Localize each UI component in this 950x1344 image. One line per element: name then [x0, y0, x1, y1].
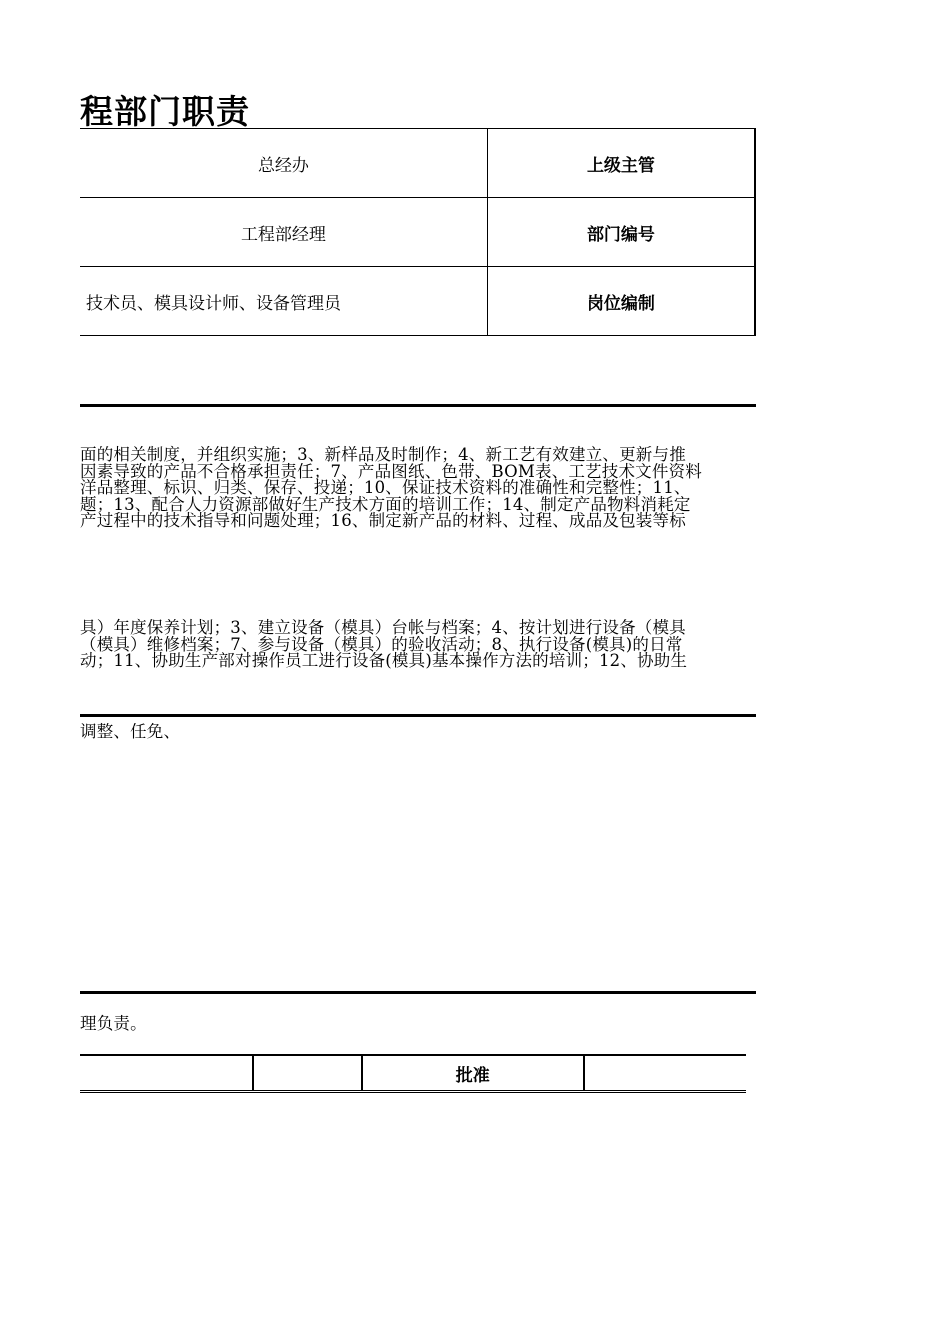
text-line: 产过程中的技术指导和问题处理；16、制定新产品的材料、过程、成品及包装等标: [80, 511, 686, 530]
section-divider: [80, 404, 756, 407]
sign-cell: [80, 1055, 253, 1092]
text-line: （模具）维修档案；7、参与设备（模具）的验收活动；8、执行设备(模具)的日常: [80, 634, 683, 654]
superior-label: 上级主管: [487, 129, 755, 198]
dept-head-value: 工程部经理: [80, 198, 487, 267]
superior-value: 总经办: [80, 129, 487, 198]
dept-number-label: 部门编号: [487, 198, 755, 267]
section-divider: [80, 714, 756, 717]
sign-cell: [253, 1055, 362, 1092]
signature-table: [80, 1054, 746, 1093]
text-line: 题；13、配合人力资源部做好生产技术方面的培训工作；14、制定产品物料消耗定: [80, 494, 691, 514]
info-table: [80, 128, 756, 336]
document-viewport: [80, 0, 756, 1344]
table-row: [80, 1055, 746, 1092]
text-line: 洋品整理、标识、归类、保存、投递；10、保证技术资料的准确性和完整性；11、: [80, 478, 691, 497]
equipment-paragraph: [80, 620, 756, 670]
responsibility-text: 理负责。: [80, 1014, 147, 1033]
table-row: [80, 129, 755, 198]
text-line: 具）年度保养计划；3、建立设备（模具）台帐与档案；4、按计划进行设备（模具: [80, 618, 686, 637]
responsibilities-paragraph: [80, 447, 756, 530]
headcount-label: 岗位编制: [487, 267, 755, 336]
text-line: 面的相关制度，并组织实施；3、新样品及时制作；4、新工艺有效建立、更新与推: [80, 445, 686, 464]
section-divider: [80, 991, 756, 994]
sign-cell: [584, 1055, 746, 1092]
text-line: 动；11、协助生产部对操作员工进行设备(模具)基本操作方法的培训；12、协助生: [80, 651, 688, 670]
text-line: 因素导致的产品不合格承担责任；7、产品图纸、色带、BOM表、工艺技术文件资料: [80, 461, 702, 481]
approve-label: 批准: [362, 1055, 584, 1092]
table-row: [80, 267, 755, 336]
authority-text: 调整、任免、: [80, 722, 181, 741]
positions-value: 技术员、模具设计师、设备管理员: [80, 267, 487, 336]
page-title: 程部门职责: [80, 92, 250, 131]
table-row: [80, 198, 755, 267]
